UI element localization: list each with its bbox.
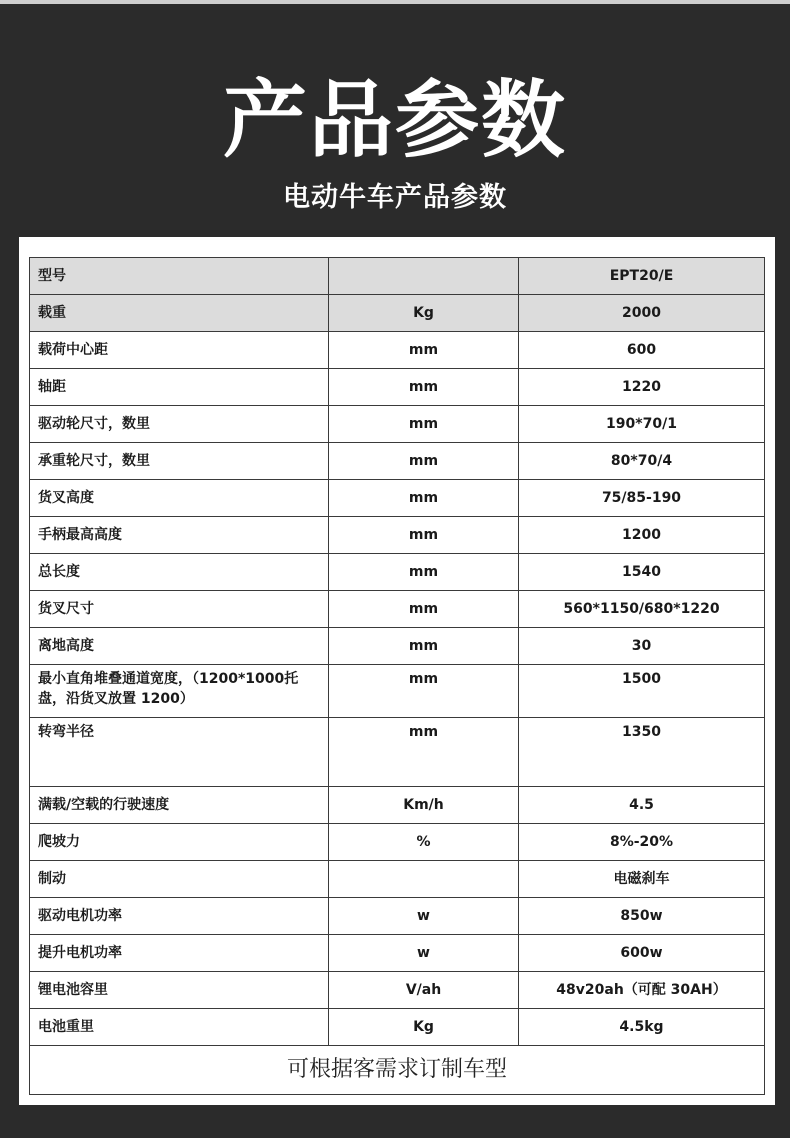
- table-footer-row: [30, 1046, 765, 1095]
- param-name: 爬坡力: [30, 824, 329, 861]
- param-unit: w: [329, 898, 519, 935]
- table-row: [30, 628, 765, 665]
- param-unit: %: [329, 824, 519, 861]
- param-name: 轴距: [30, 369, 329, 406]
- param-name: 载荷中心距: [30, 332, 329, 369]
- param-value: 190*70/1: [519, 406, 765, 443]
- table-row: [30, 554, 765, 591]
- param-unit: Kg: [329, 295, 519, 332]
- param-name: 载重: [30, 295, 329, 332]
- param-unit: mm: [329, 406, 519, 443]
- param-name: 货叉尺寸: [30, 591, 329, 628]
- param-unit: mm: [329, 628, 519, 665]
- bottom-border: [0, 1105, 790, 1138]
- param-unit: mm: [329, 554, 519, 591]
- param-name: 货叉高度: [30, 480, 329, 517]
- table-row: [30, 480, 765, 517]
- param-value: 600w: [519, 935, 765, 972]
- table-row: [30, 861, 765, 898]
- param-name: 驱动电机功率: [30, 898, 329, 935]
- param-value: 80*70/4: [519, 443, 765, 480]
- param-unit: mm: [329, 517, 519, 554]
- param-value: 75/85-190: [519, 480, 765, 517]
- param-value: 8%-20%: [519, 824, 765, 861]
- table-row: [30, 1009, 765, 1046]
- table-row: [30, 517, 765, 554]
- table-row: [30, 718, 765, 787]
- spec-panel: [19, 237, 775, 1105]
- param-value: 560*1150/680*1220: [519, 591, 765, 628]
- table-row: [30, 665, 765, 718]
- param-name: 手柄最高高度: [30, 517, 329, 554]
- param-name: 转弯半径: [30, 718, 329, 787]
- param-value: 30: [519, 628, 765, 665]
- param-name: 承重轮尺寸，数里: [30, 443, 329, 480]
- param-unit: mm: [329, 480, 519, 517]
- param-value: 电磁刹车: [519, 861, 765, 898]
- param-unit: mm: [329, 332, 519, 369]
- param-value: 600: [519, 332, 765, 369]
- param-name: 满载/空载的行驶速度: [30, 787, 329, 824]
- param-value: 1540: [519, 554, 765, 591]
- param-name: 驱动轮尺寸，数里: [30, 406, 329, 443]
- param-value: 1350: [519, 718, 765, 787]
- table-row: [30, 972, 765, 1009]
- table-row: [30, 295, 765, 332]
- param-value: EPT20/E: [519, 258, 765, 295]
- table-row: [30, 935, 765, 972]
- param-value: 48v20ah（可配 30AH）: [519, 972, 765, 1009]
- table-row: [30, 369, 765, 406]
- param-unit: [329, 861, 519, 898]
- param-value: 2000: [519, 295, 765, 332]
- param-unit: mm: [329, 665, 519, 718]
- table-row: [30, 406, 765, 443]
- param-value: 1220: [519, 369, 765, 406]
- param-value: 850w: [519, 898, 765, 935]
- param-value: 1500: [519, 665, 765, 718]
- top-border: [0, 0, 790, 4]
- table-row: [30, 332, 765, 369]
- param-name: 型号: [30, 258, 329, 295]
- param-unit: V/ah: [329, 972, 519, 1009]
- param-value: 4.5: [519, 787, 765, 824]
- table-row: [30, 443, 765, 480]
- param-name: 最小直角堆叠通道宽度，（1200*1000托盘，沿货叉放置 1200）: [30, 665, 329, 718]
- param-unit: Kg: [329, 1009, 519, 1046]
- param-name: 锂电池容里: [30, 972, 329, 1009]
- param-value: 1200: [519, 517, 765, 554]
- param-unit: mm: [329, 443, 519, 480]
- page-title: 产品参数: [222, 71, 567, 169]
- param-unit: mm: [329, 369, 519, 406]
- page-subtitle: 电动牛车产品参数: [283, 182, 507, 213]
- spec-table: [29, 257, 765, 1095]
- param-name: 总长度: [30, 554, 329, 591]
- param-unit: Km/h: [329, 787, 519, 824]
- customization-note: 可根据客需求订制车型: [30, 1046, 765, 1095]
- param-name: 电池重里: [30, 1009, 329, 1046]
- param-unit: [329, 258, 519, 295]
- table-row: [30, 898, 765, 935]
- param-name: 制动: [30, 861, 329, 898]
- table-row: [30, 591, 765, 628]
- table-row: [30, 258, 765, 295]
- param-name: 离地高度: [30, 628, 329, 665]
- param-unit: mm: [329, 591, 519, 628]
- table-row: [30, 787, 765, 824]
- param-unit: w: [329, 935, 519, 972]
- table-row: [30, 824, 765, 861]
- param-value: 4.5kg: [519, 1009, 765, 1046]
- param-name: 提升电机功率: [30, 935, 329, 972]
- param-unit: mm: [329, 718, 519, 787]
